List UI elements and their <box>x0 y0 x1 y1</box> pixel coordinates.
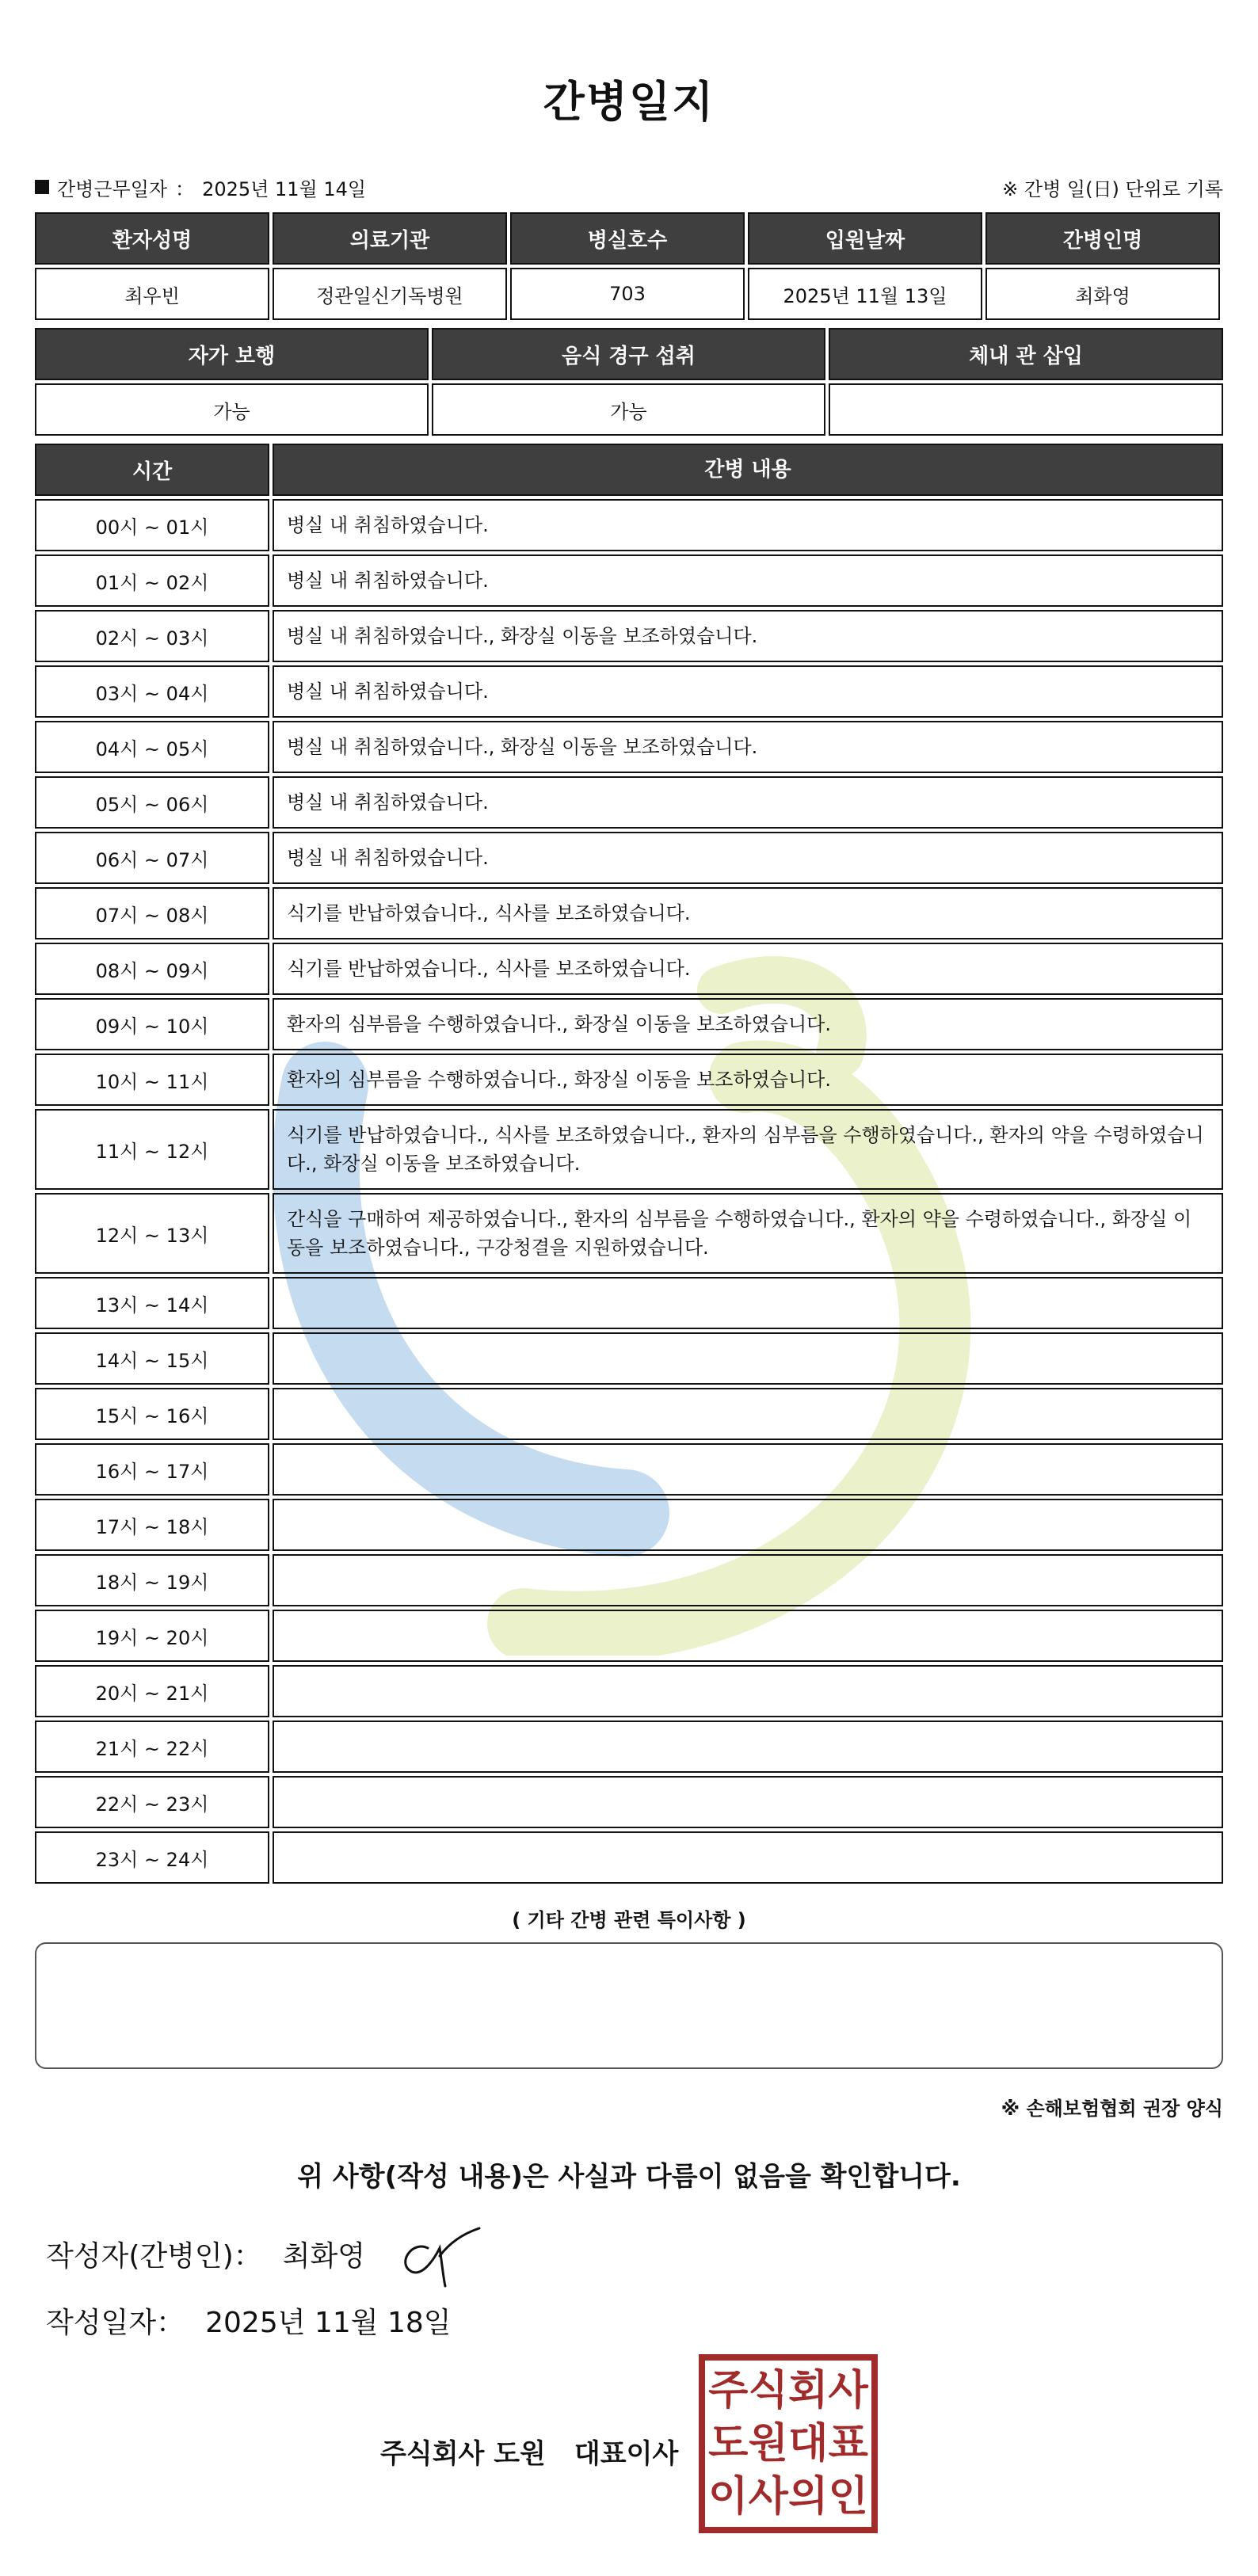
log-row <box>35 1443 1223 1496</box>
log-content-cell: 병실 내 취침하였습니다., 화장실 이동을 보조하였습니다. <box>273 721 1223 773</box>
written-date-value: 2025년 11월 18일 <box>205 2307 452 2339</box>
log-time-cell: 07시 ~ 08시 <box>35 887 269 939</box>
info-value-caregiver: 최화영 <box>985 268 1220 320</box>
log-row <box>35 943 1223 995</box>
written-date-line <box>46 2300 452 2341</box>
unit-note: ※ 간병 일(日) 단위로 기록 <box>1002 177 1223 200</box>
seal-character: 대 <box>788 2419 829 2467</box>
status-col <box>829 328 1223 436</box>
log-content-cell <box>273 1499 1223 1551</box>
log-row <box>35 832 1223 884</box>
association-note: ※ 손해보험협회 권장 양식 <box>1001 2098 1223 2120</box>
log-row <box>35 1554 1223 1606</box>
log-content-cell: 식기를 반납하였습니다., 식사를 보조하였습니다. <box>273 887 1223 939</box>
log-content-cell: 식기를 반납하였습니다., 식사를 보조하였습니다. <box>273 943 1223 995</box>
log-content-cell <box>273 1443 1223 1496</box>
log-row <box>35 1665 1223 1717</box>
log-content-cell <box>273 1277 1223 1329</box>
log-time-cell: 01시 ~ 02시 <box>35 554 269 607</box>
info-value-admission-date: 2025년 11월 13일 <box>748 268 982 320</box>
log-content-cell: 식기를 반납하였습니다., 식사를 보조하였습니다., 환자의 심부름을 수행하였습니다., 환자의 약을 수령하였습니다., 화장실 이동을 보조하였습니다. <box>273 1109 1223 1190</box>
log-row <box>35 1499 1223 1551</box>
seal-character: 원 <box>748 2419 788 2467</box>
log-content-cell: 간식을 구매하여 제공하였습니다., 환자의 심부름을 수행하였습니다., 환자의 약을 수령하였습니다., 화장실 이동을 보조하였습니다., 구강청결을 지원하였습니다. <box>273 1193 1223 1274</box>
log-row <box>35 887 1223 939</box>
log-content-cell <box>273 1776 1223 1828</box>
status-value-walking: 가능 <box>35 383 429 436</box>
log-time-cell: 08시 ~ 09시 <box>35 943 269 995</box>
info-header-room: 병실호수 <box>510 212 745 265</box>
log-row <box>35 1776 1223 1828</box>
info-col <box>35 212 269 320</box>
log-content-cell: 병실 내 취침하였습니다. <box>273 776 1223 829</box>
log-time-cell: 14시 ~ 15시 <box>35 1332 269 1385</box>
log-time-cell: 19시 ~ 20시 <box>35 1610 269 1662</box>
work-date-separator: ： <box>175 177 195 200</box>
log-time-cell: 21시 ~ 22시 <box>35 1721 269 1773</box>
log-row <box>35 776 1223 829</box>
seal-character: 사 <box>828 2366 868 2414</box>
seal-character: 표 <box>828 2419 868 2467</box>
seal-character: 의 <box>788 2473 829 2521</box>
info-header-caregiver: 간병인명 <box>985 212 1220 265</box>
log-body <box>35 499 1223 1884</box>
info-header-hospital: 의료기관 <box>273 212 507 265</box>
log-row <box>35 1610 1223 1662</box>
status-header-tube: 체내 관 삽입 <box>829 328 1223 380</box>
work-date-value: 2025년 11월 14일 <box>202 177 367 200</box>
seal-character: 주 <box>708 2366 749 2414</box>
log-content-cell: 병실 내 취침하였습니다., 화장실 이동을 보조하였습니다. <box>273 610 1223 662</box>
log-row <box>35 499 1223 551</box>
work-date-label: 간병근무일자 <box>57 177 168 200</box>
log-row <box>35 721 1223 773</box>
log-content-cell <box>273 1388 1223 1440</box>
log-row <box>35 554 1223 607</box>
log-time-cell: 15시 ~ 16시 <box>35 1388 269 1440</box>
status-value-tube <box>829 383 1223 436</box>
seal-character: 회 <box>788 2366 829 2414</box>
log-row <box>35 1831 1223 1884</box>
log-content-cell <box>273 1831 1223 1884</box>
patient-status-table <box>35 328 1223 436</box>
log-time-cell: 16시 ~ 17시 <box>35 1443 269 1496</box>
page-title: 간병일지 <box>543 77 715 127</box>
info-col <box>748 212 982 320</box>
log-header-time: 시간 <box>35 444 269 496</box>
signature-image <box>396 2224 483 2288</box>
log-row <box>35 1054 1223 1106</box>
log-time-cell: 04시 ~ 05시 <box>35 721 269 773</box>
writer-line <box>46 2234 365 2274</box>
status-header-oral-intake: 음식 경구 섭취 <box>432 328 825 380</box>
log-time-cell: 20시 ~ 21시 <box>35 1665 269 1717</box>
log-time-cell: 02시 ~ 03시 <box>35 610 269 662</box>
log-time-cell: 11시 ~ 12시 <box>35 1109 269 1190</box>
log-content-cell: 병실 내 취침하였습니다. <box>273 832 1223 884</box>
log-content-cell: 병실 내 취침하였습니다. <box>273 499 1223 551</box>
notes-title: ( 기타 간병 관련 특이사항 ) <box>512 1909 746 1931</box>
status-col <box>432 328 825 436</box>
log-time-cell: 09시 ~ 10시 <box>35 998 269 1050</box>
confirmation-statement: 위 사항(작성 내용)은 사실과 다름이 없음을 확인합니다. <box>297 2161 961 2193</box>
log-time-cell: 00시 ~ 01시 <box>35 499 269 551</box>
log-time-cell: 13시 ~ 14시 <box>35 1277 269 1329</box>
writer-name: 최화영 <box>282 2240 366 2273</box>
company-line <box>380 2432 678 2471</box>
log-time-cell: 03시 ~ 04시 <box>35 665 269 718</box>
status-header-walking: 자가 보행 <box>35 328 429 380</box>
info-header-admission-date: 입원날짜 <box>748 212 982 265</box>
writer-label: 작성자(간병인)： <box>46 2240 262 2273</box>
patient-info-table <box>35 212 1223 320</box>
seal-character: 이 <box>708 2473 749 2521</box>
info-header-patient-name: 환자성명 <box>35 212 269 265</box>
info-col <box>985 212 1220 320</box>
log-time-cell: 05시 ~ 06시 <box>35 776 269 829</box>
seal-character: 식 <box>748 2366 788 2414</box>
log-content-cell: 병실 내 취침하였습니다. <box>273 665 1223 718</box>
log-content-cell: 병실 내 취침하였습니다. <box>273 554 1223 607</box>
info-value-hospital: 정관일신기독병원 <box>273 268 507 320</box>
log-row <box>35 1109 1223 1190</box>
log-row <box>35 1332 1223 1385</box>
log-row <box>35 665 1223 718</box>
seal-character: 인 <box>828 2473 868 2521</box>
log-content-cell <box>273 1554 1223 1606</box>
log-time-cell: 22시 ~ 23시 <box>35 1776 269 1828</box>
info-value-room: 703 <box>510 268 745 320</box>
hourly-log-table <box>35 444 1223 1887</box>
log-row <box>35 1721 1223 1773</box>
log-row <box>35 1388 1223 1440</box>
log-time-cell: 23시 ~ 24시 <box>35 1831 269 1884</box>
log-time-cell: 10시 ~ 11시 <box>35 1054 269 1106</box>
log-header-row <box>35 444 1223 496</box>
square-bullet-icon <box>35 180 49 194</box>
log-content-cell <box>273 1721 1223 1773</box>
seal-character: 사 <box>748 2473 788 2521</box>
company-name: 주식회사 도원 <box>380 2438 546 2470</box>
representative-title: 대표이사 <box>574 2438 679 2470</box>
log-content-cell <box>273 1332 1223 1385</box>
log-time-cell: 17시 ~ 18시 <box>35 1499 269 1551</box>
log-content-cell: 환자의 심부름을 수행하였습니다., 화장실 이동을 보조하였습니다. <box>273 1054 1223 1106</box>
log-row <box>35 610 1223 662</box>
log-time-cell: 12시 ~ 13시 <box>35 1193 269 1274</box>
log-content-cell: 환자의 심부름을 수행하였습니다., 화장실 이동을 보조하였습니다. <box>273 998 1223 1050</box>
log-row <box>35 1193 1223 1274</box>
info-value-patient-name: 최우빈 <box>35 268 269 320</box>
work-date-line <box>35 173 366 201</box>
info-col <box>273 212 507 320</box>
status-col <box>35 328 429 436</box>
written-date-label: 작성일자： <box>46 2307 185 2339</box>
status-value-oral-intake: 가능 <box>432 383 825 436</box>
company-seal-stamp <box>699 2354 878 2533</box>
info-col <box>510 212 745 320</box>
log-row <box>35 1277 1223 1329</box>
meta-row <box>35 173 1223 201</box>
notes-box <box>35 1942 1223 2069</box>
seal-character: 도 <box>708 2419 749 2467</box>
log-time-cell: 06시 ~ 07시 <box>35 832 269 884</box>
log-content-cell <box>273 1665 1223 1717</box>
log-time-cell: 18시 ~ 19시 <box>35 1554 269 1606</box>
log-content-cell <box>273 1610 1223 1662</box>
log-header-content: 간병 내용 <box>273 444 1223 496</box>
log-row <box>35 998 1223 1050</box>
